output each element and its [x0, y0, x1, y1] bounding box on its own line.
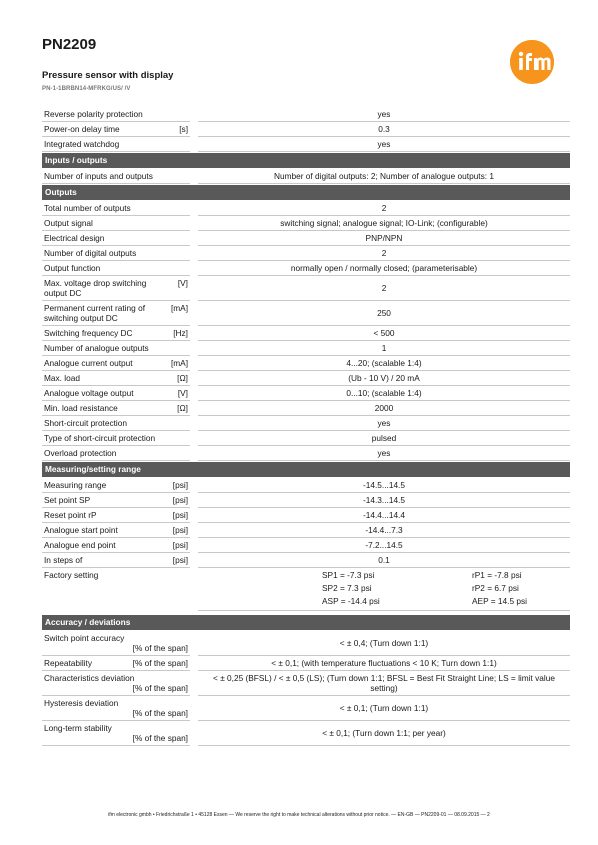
spec-row: [42, 137, 570, 152]
spec-value: < ± 0,25 (BFSL) / < ± 0,5 (LS); (Turn down 1:1; BFSL = Best Fit Straight Line; LS = limit value setting): [198, 671, 570, 696]
spec-value: 0...10; (scalable 1:4): [198, 386, 570, 401]
spec-row: [42, 371, 570, 386]
document-header: [42, 0, 572, 105]
spec-unit: [psi]: [172, 540, 188, 550]
spec-row: [42, 169, 570, 184]
spec-value: 250: [198, 301, 570, 326]
spec-label: Short-circuit protection: [44, 418, 128, 428]
spec-label: Output function: [44, 263, 101, 273]
factory-setting-value: rP1 = -7.8 psi: [472, 570, 522, 580]
spec-label: Set point SP: [44, 495, 91, 505]
spec-label: Permanent current rating of switching output DC: [44, 303, 145, 323]
spec-value: (Ub - 10 V) / 20 mA: [198, 371, 570, 386]
spec-unit: [Ω]: [177, 403, 188, 413]
spec-row: [42, 538, 570, 553]
spec-label: Factory setting: [44, 570, 99, 580]
spec-label: In steps of: [44, 555, 83, 565]
factory-setting-value: SP1 = -7.3 psi: [322, 570, 375, 580]
spec-unit: [% of the span]: [132, 708, 188, 718]
product-subtitle: Pressure sensor with display: [42, 70, 174, 81]
spec-value: < ± 0,4; (Turn down 1:1): [198, 631, 570, 656]
spec-row: [42, 341, 570, 356]
ifm-logo-mark: [510, 40, 554, 84]
spec-label: Min. load resistance: [44, 403, 118, 413]
section-header-measuring: Measuring/setting range: [42, 462, 570, 477]
spec-value: pulsed: [198, 431, 570, 446]
spec-value: -14.5...14.5: [198, 478, 570, 493]
spec-row: [42, 431, 570, 446]
spec-row: [42, 107, 570, 122]
spec-label: Reverse polarity protection: [44, 109, 143, 119]
spec-unit: [psi]: [172, 525, 188, 535]
spec-row: [42, 523, 570, 538]
spec-row: [42, 276, 570, 301]
spec-row: [42, 446, 570, 461]
spec-row: [42, 386, 570, 401]
factory-setting-value: rP2 = 6.7 psi: [472, 583, 519, 593]
spec-row: [42, 553, 570, 568]
spec-row: [42, 246, 570, 261]
spec-value: 2: [198, 201, 570, 216]
spec-row: [42, 356, 570, 371]
spec-unit: [psi]: [172, 555, 188, 565]
spec-label: Max. voltage drop switching output DC: [44, 278, 147, 298]
spec-label: Electrical design: [44, 233, 105, 243]
spec-label: Integrated watchdog: [44, 139, 120, 149]
spec-unit: [V]: [177, 388, 188, 398]
spec-value: normally open / normally closed; (parameterisable): [198, 261, 570, 276]
spec-label: Switching frequency DC: [44, 328, 133, 338]
spec-value: 2: [198, 246, 570, 261]
spec-row: [42, 696, 570, 721]
spec-unit: [V]: [177, 278, 188, 288]
spec-value: < ± 0,1; (Turn down 1:1; per year): [198, 721, 570, 746]
spec-label: Analogue start point: [44, 525, 118, 535]
spec-row: [42, 231, 570, 246]
spec-value: 4...20; (scalable 1:4): [198, 356, 570, 371]
spec-label: Type of short-circuit protection: [44, 433, 156, 443]
spec-table: [42, 107, 570, 746]
spec-row: [42, 326, 570, 341]
spec-label: Number of digital outputs: [44, 248, 137, 258]
spec-row: [42, 478, 570, 493]
section-header-outputs: Outputs: [42, 185, 570, 200]
spec-value: -7.2...14.5: [198, 538, 570, 553]
spec-unit: [mA]: [170, 358, 188, 368]
factory-setting-value: ASP = -14.4 psi: [322, 596, 380, 606]
spec-row: [42, 216, 570, 231]
spec-label: Number of inputs and outputs: [44, 171, 153, 181]
spec-row: [42, 656, 570, 671]
spec-unit: [160, 263, 188, 273]
product-title: PN2209: [42, 36, 97, 53]
spec-value: 0.3: [198, 122, 570, 137]
spec-unit: [psi]: [172, 495, 188, 505]
spec-value: yes: [198, 137, 570, 152]
spec-value: 2: [198, 276, 570, 301]
ifm-logo: [510, 40, 554, 84]
spec-value: yes: [198, 107, 570, 122]
spec-unit: [% of the span]: [132, 643, 188, 653]
spec-unit: [mA]: [170, 303, 188, 313]
spec-unit: [160, 418, 188, 428]
spec-value: PNP/NPN: [198, 231, 570, 246]
spec-label: Overload protection: [44, 448, 117, 458]
spec-label: Power-on delay time: [44, 124, 120, 134]
spec-row: [42, 671, 570, 696]
spec-unit: [160, 433, 188, 443]
spec-label: Max. load: [44, 373, 80, 383]
spec-value: -14.4...14.4: [198, 508, 570, 523]
spec-unit: [160, 218, 188, 228]
spec-row: [42, 416, 570, 431]
spec-label: Reset point rP: [44, 510, 97, 520]
spec-value: 0.1: [198, 553, 570, 568]
factory-setting-value: AEP = 14.5 psi: [472, 596, 527, 606]
spec-unit: [160, 109, 188, 119]
spec-label: Total number of outputs: [44, 203, 131, 213]
spec-label: Measuring range: [44, 480, 107, 490]
spec-label: Hysteresis deviation: [44, 698, 119, 708]
spec-value: Number of digital outputs: 2; Number of analogue outputs: 1: [198, 169, 570, 184]
spec-row: [42, 261, 570, 276]
spec-unit: [Ω]: [177, 373, 188, 383]
spec-row: [42, 401, 570, 416]
section-header-inputs-outputs: Inputs / outputs: [42, 153, 570, 168]
spec-unit: [Hz]: [173, 328, 188, 338]
spec-row: [42, 631, 570, 656]
spec-unit: [psi]: [172, 480, 188, 490]
spec-label: Analogue current output: [44, 358, 133, 368]
spec-unit: [% of the span]: [132, 658, 188, 668]
spec-row: [42, 493, 570, 508]
spec-unit: [160, 233, 188, 243]
spec-unit: [160, 248, 188, 258]
spec-label: Long-term stability: [44, 723, 112, 733]
spec-label: Characteristics deviation: [44, 673, 135, 683]
product-code: PN-1-1BRBN14-MFRKG/US/ /V: [42, 86, 131, 92]
factory-setting-value: SP2 = 7.3 psi: [322, 583, 372, 593]
spec-value: < ± 0,1; (Turn down 1:1): [198, 696, 570, 721]
spec-value: -14.3...14.5: [198, 493, 570, 508]
spec-unit: [psi]: [172, 510, 188, 520]
spec-value: switching signal; analogue signal; IO-Link; (configurable): [198, 216, 570, 231]
spec-label: Analogue voltage output: [44, 388, 134, 398]
factory-setting-row: [42, 568, 570, 611]
spec-value: yes: [198, 446, 570, 461]
spec-row: [42, 301, 570, 326]
spec-value: < ± 0,1; (with temperature fluctuations < 10 K; Turn down 1:1): [198, 656, 570, 671]
spec-label: Number of analogue outputs: [44, 343, 149, 353]
factory-setting-values: [198, 568, 570, 611]
spec-row: [42, 122, 570, 137]
spec-label: Analogue end point: [44, 540, 116, 550]
spec-unit: [% of the span]: [132, 733, 188, 743]
section-header-accuracy: Accuracy / deviations: [42, 615, 570, 630]
spec-label: Output signal: [44, 218, 93, 228]
spec-row: [42, 721, 570, 746]
spec-unit: [160, 343, 188, 353]
spec-unit: [160, 171, 188, 181]
page-footer: ifm electronic gmbh • Friedrichstraße 1 • 45128 Essen — We reserve the right to make technical alterations without prior notice. — EN-GB — PN2209-01 — 08.09.2015 — 2: [108, 812, 490, 818]
spec-label: Switch point accuracy: [44, 633, 125, 643]
spec-unit: [% of the span]: [132, 683, 188, 693]
spec-row: [42, 508, 570, 523]
spec-value: -14.4...7.3: [198, 523, 570, 538]
spec-row: [42, 201, 570, 216]
spec-unit: [s]: [179, 124, 188, 134]
spec-value: yes: [198, 416, 570, 431]
spec-unit: [160, 139, 188, 149]
spec-value: < 500: [198, 326, 570, 341]
spec-value: 1: [198, 341, 570, 356]
spec-unit: [160, 203, 188, 213]
spec-label: Repeatability: [44, 658, 92, 668]
spec-unit: [160, 448, 188, 458]
spec-value: 2000: [198, 401, 570, 416]
